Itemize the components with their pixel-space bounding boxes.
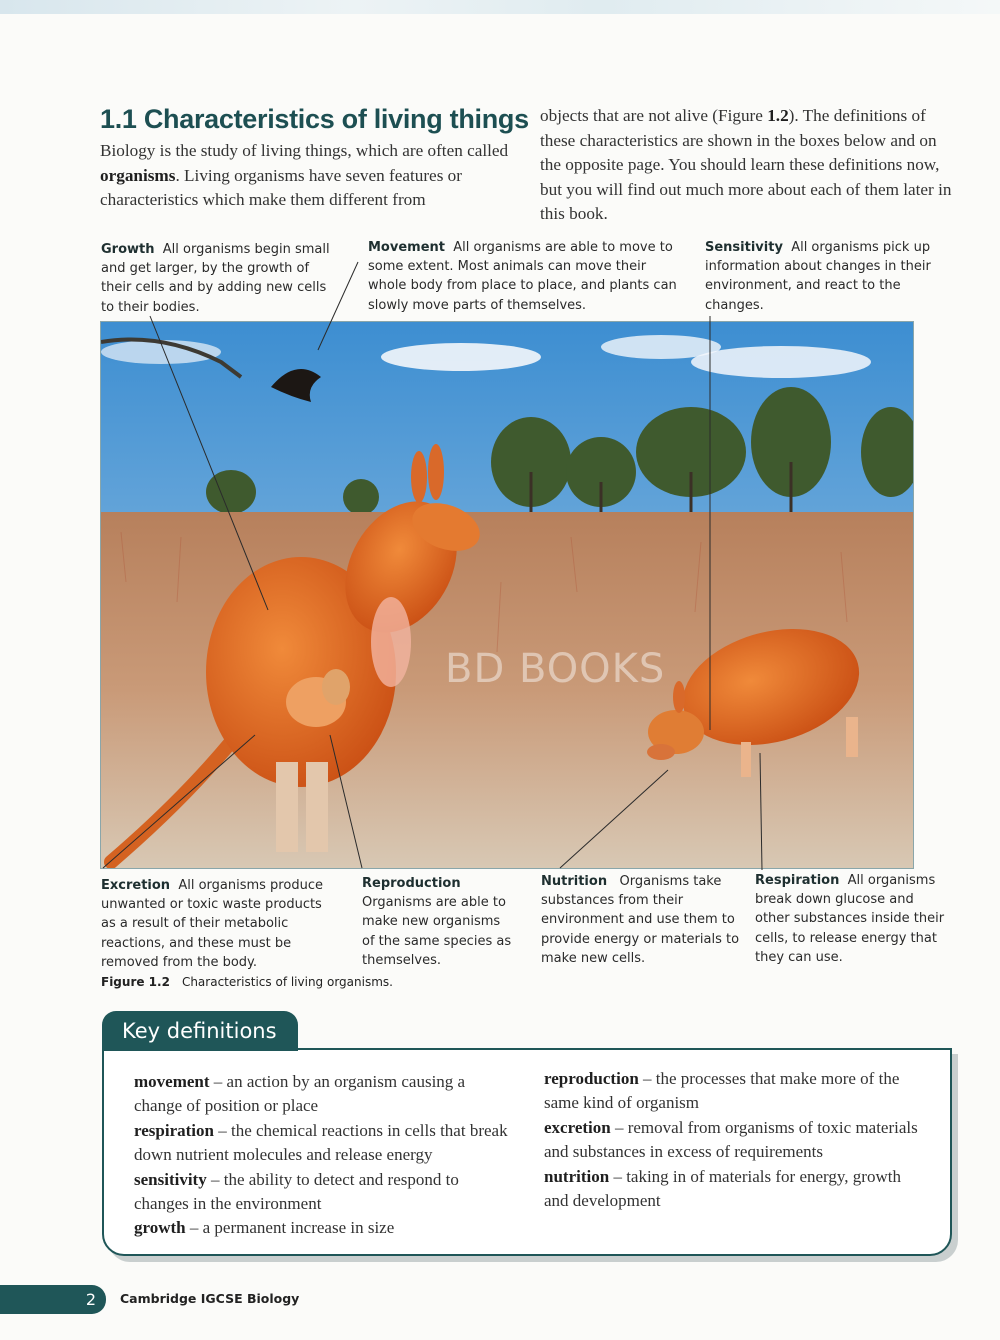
reproduction-box (362, 874, 514, 970)
definition-term: movement (134, 1072, 210, 1091)
definition-text: – taking in of materials for energy, growth and development (544, 1166, 901, 1211)
reproduction-text: Organisms are able to make new organisms of the same species as themselves. (362, 895, 512, 968)
definition-reproduction (544, 1067, 929, 1116)
watermark: BD BOOKS (445, 646, 666, 692)
respiration-text: All organisms break down glucose and other substances inside their cells, to release energy that they can use. (755, 873, 945, 965)
movement-text: All organisms are able to move to some extent. Most animals can move their whole body from place to place, and plants can slowly move parts of themselves. (368, 240, 677, 313)
growth-text: All organisms begin small and get larger, by the growth of their cells and by adding new cells to their bodies. (101, 242, 330, 315)
excretion-box (101, 876, 329, 972)
page-number: 2 (85, 1290, 97, 1309)
key-definitions-right (544, 1067, 929, 1213)
intro-left-text-2: . Living organisms have seven features or characteristics which make them different from (100, 165, 462, 209)
intro-right (540, 104, 952, 227)
sensitivity-term: Sensitivity (705, 240, 783, 255)
excretion-term: Excretion (101, 878, 171, 893)
figure-caption (101, 975, 393, 989)
kangaroo-scene (101, 322, 913, 868)
definition-text: – a permanent increase in size (185, 1218, 395, 1238)
definition-movement (134, 1070, 514, 1119)
top-wash (0, 0, 1000, 14)
definition-term: excretion (544, 1117, 611, 1137)
respiration-term: Respiration (755, 873, 840, 888)
figure-label: Figure 1.2 (101, 975, 170, 989)
definition-growth (134, 1216, 514, 1240)
nutrition-term: Nutrition (541, 874, 608, 889)
sensitivity-box (705, 238, 945, 315)
nutrition-text: Organisms take substances from their environment and use them to provide energy or materials to make new cells. (541, 874, 740, 966)
intro-right-text-1: objects that are not alive (Figure (540, 106, 768, 125)
sensitivity-text: All organisms pick up information about changes in their environment, and react to the changes. (705, 240, 931, 313)
definition-text: – the ability to detect and respond to changes in the environment (134, 1169, 459, 1214)
definition-term: respiration (134, 1120, 214, 1140)
definition-nutrition (544, 1165, 929, 1214)
definition-term: growth (134, 1218, 186, 1238)
intro-right-bold: 1.2 (767, 106, 789, 125)
key-definitions-tab: Key definitions (102, 1011, 298, 1051)
section-title: 1.1 Characteristics of living things (100, 104, 529, 134)
movement-term: Movement (368, 240, 445, 255)
definition-text: – removal from organisms of toxic materials and substances in excess of requirements (544, 1117, 918, 1162)
kangaroo-photo (100, 321, 914, 869)
growth-box (101, 240, 331, 317)
definition-term: reproduction (544, 1069, 639, 1088)
intro-left-text-1: Biology is the study of living things, which are often called (100, 141, 509, 160)
key-definitions-box (102, 1048, 952, 1256)
definition-text: – an action by an organism causing a change of position or place (134, 1072, 466, 1116)
definition-term: sensitivity (134, 1169, 207, 1189)
intro-left-bold: organisms (100, 165, 176, 185)
definition-term: nutrition (544, 1166, 610, 1186)
reproduction-term: Reproduction (362, 876, 461, 891)
definition-text: – the processes that make more of the same kind of organism (544, 1069, 900, 1113)
excretion-text: All organisms produce unwanted or toxic waste products as a result of their metabolic reactions, and these must be removed from the body. (101, 878, 323, 970)
nutrition-box (541, 872, 741, 968)
intro-left (100, 139, 510, 213)
definition-sensitivity (134, 1168, 514, 1217)
key-definitions-left (134, 1070, 514, 1241)
intro-right-text-2: ). The definitions of these characteristics are shown in the boxes below and on the opposite page. You should learn these definitions now, but you will find out much more about each of them later in this book. (540, 106, 952, 223)
definition-excretion (544, 1116, 929, 1165)
figure-caption-text: Characteristics of living organisms. (181, 975, 393, 989)
movement-box (368, 238, 680, 315)
growth-term: Growth (101, 242, 155, 257)
respiration-box (755, 871, 951, 967)
definition-text: – the chemical reactions in cells that break down nutrient molecules and release energy (134, 1120, 508, 1165)
definition-respiration (134, 1119, 514, 1168)
book-title: Cambridge IGCSE Biology (120, 1291, 300, 1306)
